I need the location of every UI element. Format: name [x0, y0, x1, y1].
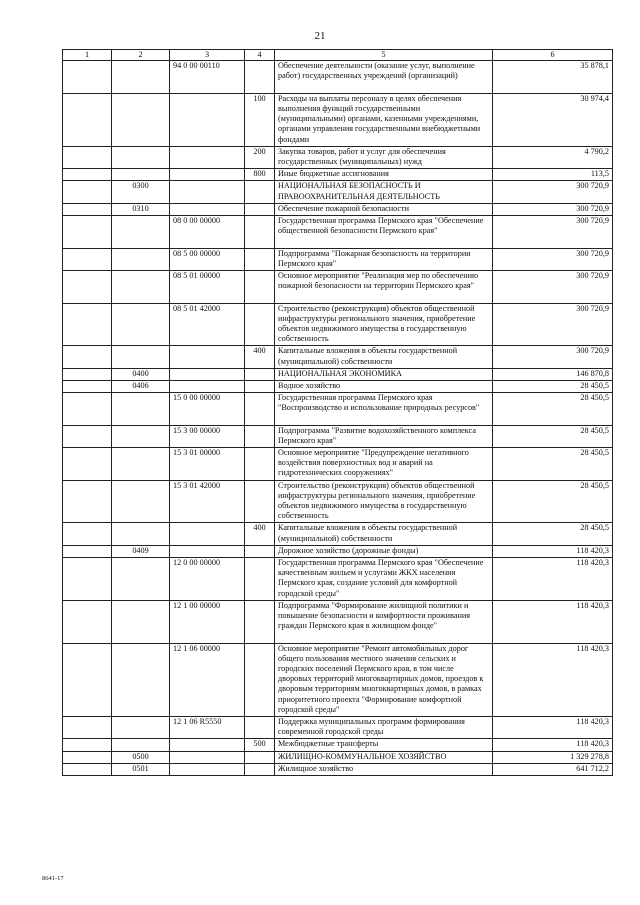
cell-target-code: [170, 763, 245, 775]
cell-name: Строительство (реконструкция) объектов общественной инфраструктуры регионального значения, приобретение объектов недвижимого имущества в государственную собственность: [275, 303, 493, 346]
table-header-row: [63, 50, 613, 61]
cell-amount: 300 720,9: [493, 215, 613, 248]
cell-amount: 35 878,1: [493, 61, 613, 94]
cell-expense-type: [245, 181, 275, 203]
cell-name: Подпрограмма "Развитие водохозяйственного комплекса Пермского края": [275, 425, 493, 447]
column-header-1: 1: [63, 50, 112, 61]
cell-amount: 30 974,4: [493, 93, 613, 146]
column-header-5: 5: [275, 50, 493, 61]
cell-col-1: [63, 558, 112, 601]
cell-section-code: [112, 717, 170, 739]
cell-expense-type: [245, 643, 275, 716]
cell-col-1: [63, 643, 112, 716]
table-row: [63, 739, 613, 751]
table-row: [63, 425, 613, 447]
cell-section-code: [112, 248, 170, 270]
cell-section-code: [112, 303, 170, 346]
cell-name: Основное мероприятие "Предупреждение негативного воздействия поверхностных вод и аварий на гидротехнических сооружениях": [275, 448, 493, 481]
cell-section-code: [112, 643, 170, 716]
cell-amount: 118 420,3: [493, 739, 613, 751]
cell-amount: 300 720,9: [493, 248, 613, 270]
table-row: [63, 93, 613, 146]
cell-name: Строительство (реконструкция) объектов общественной инфраструктуры регионального значения, приобретение объектов недвижимого имущества в государственную собственность: [275, 480, 493, 523]
cell-expense-type: 200: [245, 146, 275, 168]
cell-col-1: [63, 270, 112, 303]
cell-section-code: [112, 739, 170, 751]
cell-section-code: [112, 146, 170, 168]
cell-target-code: [170, 739, 245, 751]
cell-name: Расходы на выплаты персоналу в целях обеспечения выполнения функций государственными (муниципальными) органами, казенными учреждениями, органами управления государственными внебюджетными фондами: [275, 93, 493, 146]
cell-col-1: [63, 215, 112, 248]
cell-expense-type: [245, 763, 275, 775]
table-row: [63, 181, 613, 203]
cell-amount: 28 450,5: [493, 523, 613, 545]
cell-section-code: [112, 215, 170, 248]
cell-amount: 300 720,9: [493, 270, 613, 303]
table-row: [63, 558, 613, 601]
cell-name: Государственная программа Пермского края "Воспроизводство и использование природных ресурсов": [275, 393, 493, 426]
cell-section-code: 0409: [112, 545, 170, 557]
cell-name: Основное мероприятие "Ремонт автомобильных дорог общего пользования местного значения сельских и городских поселений Пермского края, в том числе дворовых территорий многоквартирных домов, проездов к дворовым территориям многоквартирных домов, в рамках приоритетного проекта "Формирование комфортной городской среды": [275, 643, 493, 716]
table-row: [63, 169, 613, 181]
footer-code: 8641-17: [42, 875, 64, 882]
cell-section-code: 0406: [112, 380, 170, 392]
cell-col-1: [63, 425, 112, 447]
cell-section-code: 0310: [112, 203, 170, 215]
cell-name: Дорожное хозяйство (дорожные фонды): [275, 545, 493, 557]
cell-amount: 146 870,8: [493, 368, 613, 380]
cell-expense-type: [245, 751, 275, 763]
cell-section-code: 0501: [112, 763, 170, 775]
cell-expense-type: 800: [245, 169, 275, 181]
cell-name: Обеспечение пожарной безопасности: [275, 203, 493, 215]
cell-target-code: 08 0 00 00000: [170, 215, 245, 248]
cell-target-code: [170, 380, 245, 392]
cell-col-1: [63, 717, 112, 739]
cell-expense-type: 400: [245, 523, 275, 545]
table-row: [63, 61, 613, 94]
cell-target-code: 08 5 00 00000: [170, 248, 245, 270]
cell-expense-type: [245, 203, 275, 215]
cell-name: ЖИЛИЩНО-КОММУНАЛЬНОЕ ХОЗЯЙСТВО: [275, 751, 493, 763]
cell-amount: 28 450,5: [493, 448, 613, 481]
table-row: [63, 270, 613, 303]
table-body: [63, 61, 613, 776]
cell-target-code: 15 3 00 00000: [170, 425, 245, 447]
cell-name: Жилищное хозяйство: [275, 763, 493, 775]
cell-col-1: [63, 393, 112, 426]
cell-section-code: 0400: [112, 368, 170, 380]
cell-name: НАЦИОНАЛЬНАЯ ЭКОНОМИКА: [275, 368, 493, 380]
cell-section-code: 0500: [112, 751, 170, 763]
table-row: [63, 717, 613, 739]
table-row: [63, 146, 613, 168]
cell-section-code: [112, 480, 170, 523]
cell-expense-type: [245, 425, 275, 447]
table-row: [63, 215, 613, 248]
cell-expense-type: [245, 600, 275, 643]
cell-col-1: [63, 739, 112, 751]
table-row: [63, 600, 613, 643]
cell-amount: 1 329 278,8: [493, 751, 613, 763]
cell-amount: 113,5: [493, 169, 613, 181]
cell-section-code: [112, 523, 170, 545]
cell-target-code: [170, 545, 245, 557]
cell-target-code: [170, 169, 245, 181]
table-row: [63, 368, 613, 380]
cell-expense-type: 400: [245, 346, 275, 368]
cell-section-code: [112, 93, 170, 146]
cell-amount: 28 450,5: [493, 380, 613, 392]
cell-name: Водное хозяйство: [275, 380, 493, 392]
cell-name: Поддержка муниципальных программ формирования современной городской среды: [275, 717, 493, 739]
cell-target-code: [170, 368, 245, 380]
cell-amount: 300 720,9: [493, 181, 613, 203]
cell-target-code: [170, 346, 245, 368]
cell-section-code: [112, 346, 170, 368]
cell-target-code: [170, 93, 245, 146]
cell-expense-type: [245, 270, 275, 303]
cell-expense-type: [245, 393, 275, 426]
cell-amount: 28 450,5: [493, 425, 613, 447]
cell-section-code: [112, 270, 170, 303]
cell-col-1: [63, 523, 112, 545]
cell-target-code: 12 0 00 00000: [170, 558, 245, 601]
cell-target-code: 08 5 01 42000: [170, 303, 245, 346]
cell-target-code: 12 1 06 R5550: [170, 717, 245, 739]
table-row: [63, 393, 613, 426]
cell-col-1: [63, 368, 112, 380]
table-row: [63, 480, 613, 523]
cell-name: Иные бюджетные ассигнования: [275, 169, 493, 181]
cell-section-code: [112, 169, 170, 181]
page-number: 21: [314, 30, 326, 42]
table-row: [63, 545, 613, 557]
cell-col-1: [63, 346, 112, 368]
cell-col-1: [63, 248, 112, 270]
cell-col-1: [63, 545, 112, 557]
cell-expense-type: [245, 368, 275, 380]
table-row: [63, 751, 613, 763]
column-header-3: 3: [170, 50, 245, 61]
cell-name: Капитальные вложения в объекты государственной (муниципальной) собственности: [275, 346, 493, 368]
cell-col-1: [63, 169, 112, 181]
cell-amount: 118 420,3: [493, 558, 613, 601]
cell-amount: 4 790,2: [493, 146, 613, 168]
table-row: [63, 380, 613, 392]
table-row: [63, 643, 613, 716]
cell-amount: 118 420,3: [493, 545, 613, 557]
cell-name: Подпрограмма "Пожарная безопасность на территории Пермского края": [275, 248, 493, 270]
column-header-6: 6: [493, 50, 613, 61]
cell-amount: 118 420,3: [493, 643, 613, 716]
table-row: [63, 448, 613, 481]
cell-section-code: [112, 448, 170, 481]
cell-expense-type: [245, 448, 275, 481]
cell-target-code: 12 1 00 00000: [170, 600, 245, 643]
cell-expense-type: [245, 717, 275, 739]
cell-expense-type: [245, 558, 275, 601]
cell-col-1: [63, 203, 112, 215]
cell-target-code: 12 1 06 00000: [170, 643, 245, 716]
cell-target-code: [170, 523, 245, 545]
cell-expense-type: [245, 545, 275, 557]
cell-name: НАЦИОНАЛЬНАЯ БЕЗОПАСНОСТЬ И ПРАВООХРАНИТЕЛЬНАЯ ДЕЯТЕЛЬНОСТЬ: [275, 181, 493, 203]
cell-target-code: 15 3 01 42000: [170, 480, 245, 523]
cell-name: Закупка товаров, работ и услуг для обеспечения государственных (муниципальных) нужд: [275, 146, 493, 168]
cell-col-1: [63, 61, 112, 94]
table-row: [63, 523, 613, 545]
cell-section-code: [112, 600, 170, 643]
cell-target-code: 15 0 00 00000: [170, 393, 245, 426]
cell-col-1: [63, 600, 112, 643]
cell-target-code: 08 5 01 00000: [170, 270, 245, 303]
cell-expense-type: [245, 61, 275, 94]
cell-col-1: [63, 303, 112, 346]
table-row: [63, 346, 613, 368]
cell-expense-type: 500: [245, 739, 275, 751]
cell-target-code: 15 3 01 00000: [170, 448, 245, 481]
table-row: [63, 248, 613, 270]
table-row: [63, 203, 613, 215]
cell-amount: 28 450,5: [493, 480, 613, 523]
cell-amount: 118 420,3: [493, 600, 613, 643]
cell-target-code: [170, 751, 245, 763]
cell-section-code: [112, 425, 170, 447]
cell-expense-type: [245, 303, 275, 346]
cell-amount: 641 712,2: [493, 763, 613, 775]
cell-col-1: [63, 181, 112, 203]
budget-table: [62, 49, 613, 776]
cell-col-1: [63, 93, 112, 146]
cell-amount: 28 450,5: [493, 393, 613, 426]
cell-col-1: [63, 448, 112, 481]
table-row: [63, 303, 613, 346]
cell-section-code: [112, 61, 170, 94]
cell-name: Государственная программа Пермского края "Обеспечение общественной безопасности Пермского края": [275, 215, 493, 248]
cell-target-code: [170, 181, 245, 203]
cell-name: Межбюджетные трансферты: [275, 739, 493, 751]
column-header-2: 2: [112, 50, 170, 61]
cell-name: Обеспечение деятельности (оказание услуг, выполнение работ) государственных учреждений (организаций): [275, 61, 493, 94]
cell-col-1: [63, 480, 112, 523]
cell-col-1: [63, 380, 112, 392]
cell-expense-type: 100: [245, 93, 275, 146]
cell-section-code: [112, 393, 170, 426]
cell-col-1: [63, 146, 112, 168]
cell-name: Капитальные вложения в объекты государственной (муниципальной) собственности: [275, 523, 493, 545]
cell-col-1: [63, 751, 112, 763]
cell-expense-type: [245, 480, 275, 523]
cell-section-code: 0300: [112, 181, 170, 203]
table-row: [63, 763, 613, 775]
cell-amount: 300 720,9: [493, 303, 613, 346]
cell-name: Основное мероприятие "Реализация мер по обеспечению пожарной безопасности на территории Пермского края": [275, 270, 493, 303]
cell-col-1: [63, 763, 112, 775]
column-header-4: 4: [245, 50, 275, 61]
cell-amount: 300 720,9: [493, 346, 613, 368]
cell-amount: 300 720,9: [493, 203, 613, 215]
cell-expense-type: [245, 380, 275, 392]
cell-name: Государственная программа Пермского края "Обеспечение качественным жильем и услугами ЖКХ населения Пермского края, создание условий для комфортной городской среды": [275, 558, 493, 601]
cell-target-code: [170, 203, 245, 215]
cell-expense-type: [245, 215, 275, 248]
cell-name: Подпрограмма "Формирование жилищной политики и повышение безопасности и комфортности проживания граждан Пермского края в жилищном фонде": [275, 600, 493, 643]
cell-target-code: 94 0 00 00110: [170, 61, 245, 94]
cell-expense-type: [245, 248, 275, 270]
cell-target-code: [170, 146, 245, 168]
cell-amount: 118 420,3: [493, 717, 613, 739]
cell-section-code: [112, 558, 170, 601]
